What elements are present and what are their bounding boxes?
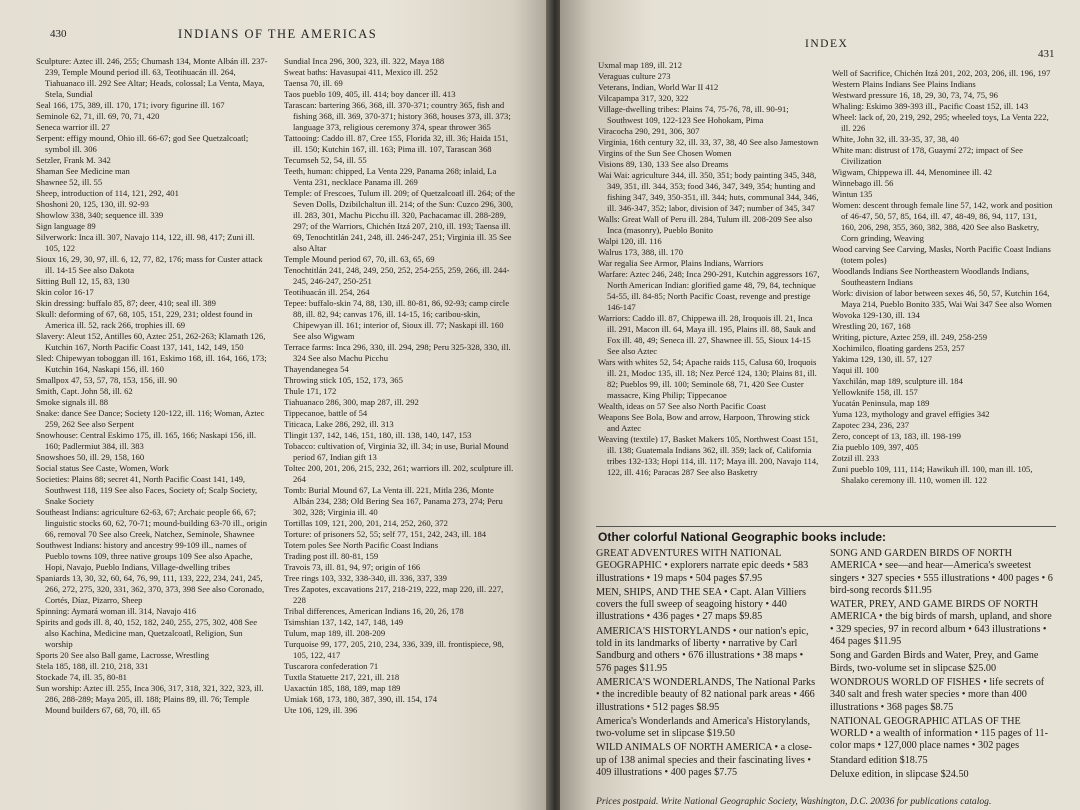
index-entry: Tiahuanaco 286, 300, map 287, ill. 292 (284, 397, 419, 407)
index-entry: Skin color 16-17 (36, 287, 94, 297)
index-entry: Wigwam, Chippewa ill. 44, Menominee ill. 42 (832, 167, 993, 177)
index-entry: Seal 166, 175, 389, ill. 170, 171; ivory figurine ill. 167 (36, 100, 225, 110)
promo-books-right (830, 548, 1054, 783)
index-entry: Visions 89, 130, 133 See also Dreams (598, 159, 729, 169)
index-entry: Smoke signals ill. 88 (36, 397, 109, 407)
index-entry: Thule 171, 172 (284, 386, 337, 396)
index-entry: Tlingit 137, 142, 146, 151, 180, ill. 138, 140, 147, 153 (284, 430, 472, 440)
book-listing: Song and Garden Birds and Water, Prey, and Game Birds, two-volume set in slipcase $25.00 (830, 650, 1039, 674)
book-listing: AMERICA'S WONDERLANDS, The National Parks • the incredible beauty of 82 national park areas • 466 illustrations • 512 pages $8.95 (596, 676, 816, 713)
index-entry: Wood carving See Carving, Masks, North Pacific Coast Indians (totem poles) (832, 244, 1051, 265)
index-entry: Veraguas culture 273 (598, 71, 671, 81)
index-entry: Tree rings 103, 332, 338-340, ill. 336, 337, 339 (284, 573, 447, 583)
index-entry: Thayendanegea 54 (284, 364, 349, 374)
index-entry: Writing, picture, Aztec 259, ill. 249, 258-259 (832, 332, 988, 342)
book-listing: America's Wonderlands and America's Historylands, two-volume set in slipcase $19.50 (596, 715, 811, 740)
index-entry: Yaqui ill. 100 (832, 365, 879, 375)
index-entry: Wintun 135 (832, 189, 873, 199)
index-entry: Societies: Plains 88; secret 41, North Pacific Coast 141, 149, Southwest 118, 119 See also Faces, Society of; Scalp Society, Snake Society (36, 474, 258, 506)
index-entry: Smallpox 47, 53, 57, 78, 153, 156, ill. 90 (36, 375, 178, 385)
index-entry: Viracocha 290, 291, 306, 307 (598, 126, 700, 136)
index-entry: Sioux 16, 29, 30, 97, ill. 6, 12, 77, 82, 176; mass for Custer attack ill. 14-15 See also Dakota (36, 254, 263, 275)
index-entry: Wovoka 129-130, ill. 134 (832, 310, 920, 320)
index-entry: Warfare: Aztec 246, 248; Inca 290-291, Kutchin aggressors 167, North American Indian: glorified game 48, 79, 84, technique 54-55, ill. 84-85; North Pacific Coast, revenge and prestige 146-147 (598, 269, 820, 312)
index-entry: Well of Sacrifice, Chichén Itzá 201, 202, 203, 206, ill. 196, 197 (832, 68, 1051, 78)
index-entry: Work: division of labor between sexes 46, 50, 57, Kutchin 164, Maya 214, Pueblo Bonito 335, Wai Wai 347 See also Women (832, 288, 1052, 309)
index-entry: Virgins of the Sun See Chosen Women (598, 148, 732, 158)
book-listing: SONG AND GARDEN BIRDS OF NORTH AMERICA • see—and hear—America's sweetest singers • 327 species • 555 illustrations • 400 pages • 6 bird-song records $11.95 (830, 548, 1053, 596)
promo-footer: Prices postpaid. Write National Geographic Society, Washington, D.C. 20036 for publications catalog. (596, 796, 992, 807)
index-entry: Seminole 62, 71, ill. 69, 70, 71, 420 (36, 111, 160, 121)
index-entry: Uxmal map 189, ill. 212 (598, 60, 683, 70)
index-entry: Walpi 120, ill. 116 (598, 236, 662, 246)
index-entry: Travois 73, ill. 81, 94, 97; origin of 166 (284, 562, 421, 572)
book-listing: MEN, SHIPS, AND THE SEA • Capt. Alan Villiers covers the full sweep of seagoing history • 440 illustrations • 436 pages • 27 maps $9.85 (596, 586, 807, 623)
index-entry: Taos pueblo 109, 405, ill. 414; boy dancer ill. 413 (284, 89, 456, 99)
index-entry: Zapotec 234, 236, 237 (832, 420, 910, 430)
index-entry: Teeth, human: chipped, La Venta 229, Panama 268; inlaid, La Venta 231, necklace Panama ill. 269 (284, 166, 497, 187)
index-entry: Wrestling 20, 167, 168 (832, 321, 911, 331)
right-page (560, 0, 1080, 810)
index-entry: Woodlands Indians See Northeastern Woodlands Indians, Southeastern Indians (832, 266, 1030, 287)
index-entry: Wars with whites 52, 54; Apache raids 115, Calusa 60, Iroquois ill. 21, Modoc 135, ill. 18; Nez Percé 124, 130; Plains 81, ill. 82; Pueblos 99, ill. 100; Seminole 68, 71, 420 See Custer massacre, King Philip; Tippecanoe (598, 357, 817, 400)
index-entry: Tattooing: Caddo ill. 87, Cree 155, Florida 32, ill. 36; Haida 151, ill. 150; Kutchin 167, ill. 163; Pima ill. 107, Tarascan 368 (284, 133, 509, 154)
index-entry: Xochimilco, floating gardens 253, 257 (832, 343, 965, 353)
index-entry: Skull: deforming of 67, 68, 105, 151, 229, 231; oldest found in America ill. 52, rack 266, trophies ill. 69 (36, 309, 253, 330)
index-entry: Village-dwelling tribes: Plains 74, 75-76, 78, ill. 90-91; Southwest 109, 122-123 See Hohokam, Pima (598, 104, 789, 125)
index-entry: Spirits and gods ill. 8, 40, 152, 182, 240, 255, 275, 302, 408 See also Kachina, Medicine man, Quetzalcoatl, Religion, Sun worship (36, 617, 258, 649)
index-entry: Tenochtitlán 241, 248, 249, 250, 252, 254-255, 259, 266, ill. 244-245, 246-247, 250-251 (284, 265, 510, 286)
index-entry: Tres Zapotes, excavations 217, 218-219, 222, map 220, ill. 227, 228 (284, 584, 504, 605)
index-entry: Sheep, introduction of 114, 121, 292, 401 (36, 188, 179, 198)
index-entry: Snake: dance See Dance; Society 120-122, ill. 116; Woman, Aztec 259, 262 See also Serpent (36, 408, 265, 429)
index-entry: Wealth, ideas on 57 See also North Pacific Coast (598, 401, 767, 411)
index-entry: Tecumseh 52, 54, ill. 55 (284, 155, 367, 165)
index-entry: Snowshoes 50, ill. 29, 158, 160 (36, 452, 145, 462)
book-listing: GREAT ADVENTURES WITH NATIONAL GEOGRAPHIC • explorers narrate epic deeds • 583 illustrations • 19 maps • 504 pages $7.95 (596, 548, 809, 584)
index-entry: Stockade 74, ill. 35, 80-81 (36, 672, 127, 682)
index-entry: Ute 106, 129, ill. 396 (284, 705, 358, 715)
index-entry: War regalia See Armor, Plains Indians, Warriors (598, 258, 764, 268)
index-entry: Turquoise 99, 177, 205, 210, 234, 336, 339, ill. frontispiece, 98, 105, 122, 417 (284, 639, 504, 660)
index-entry: Weapons See Bola, Bow and arrow, Harpoon, Throwing stick and Aztec (598, 412, 810, 433)
index-column-right-2 (832, 68, 1054, 486)
index-entry: Tsimshian 137, 142, 147, 148, 149 (284, 617, 403, 627)
index-entry: Tepee: buffalo-skin 74, 88, 130, ill. 80-81, 86, 92-93; camp circle 88, ill. 82, 94; canvas 176, ill. 14-15, 16; caribou-skin, Chipewyan ill. 161; interior of, Sioux ill. 77; Naskapi ill. 160 See also Wigwam (284, 298, 510, 341)
index-entry: Women: descent through female line 57, 142, work and position of 46-47, 50, 57, 85, 164, ill. 47, 48-49, 86, 94, 117, 131, 160, 206, 298, 355, 360, 382, 388, 420 See also Basketry, Corn grinding, Weaving (832, 200, 1053, 243)
index-entry: Trading post ill. 80-81, 159 (284, 551, 379, 561)
index-entry: Showlow 338, 340; sequence ill. 339 (36, 210, 164, 220)
promo-books-left (596, 548, 816, 781)
index-entry: Totem poles See North Pacific Coast Indians (284, 540, 439, 550)
index-entry: Zuni pueblo 109, 111, 114; Hawikuh ill. 100, man ill. 105, Shalako ceremony ill. 110, women ill. 122 (832, 464, 1033, 485)
index-entry: Tortillas 109, 121, 200, 201, 214, 252, 260, 372 (284, 518, 448, 528)
book-listing: NATIONAL GEOGRAPHIC ATLAS OF THE WORLD • a wealth of information • 115 pages of 11-color maps • 127,000 place names • 302 pages (830, 715, 1048, 752)
book-listing: AMERICA'S HISTORYLANDS • our nation's epic, told in its landmarks of liberty • narrative by Carl Sandburg and others • 676 illustrations • 38 maps • 576 pages $11.95 (596, 625, 809, 674)
index-entry: Serpent: effigy mound, Ohio ill. 66-67; god See Quetzalcoatl; symbol ill. 306 (36, 133, 249, 154)
index-entry: Yucatán Peninsula, map 189 (832, 398, 930, 408)
index-entry: Teotihuacán ill. 254, 264 (284, 287, 370, 297)
index-entry: Western Plains Indians See Plains Indians (832, 79, 976, 89)
book-listing: Deluxe edition, in slipcase $24.50 (830, 769, 969, 781)
index-entry: Tarascan: bartering 366, 368, ill. 370-371; country 365, fish and fishing 368, ill. 369, 370-371; history 368, houses 373, ill. 373; language 373, religious ceremony 374, spear thrower 365 (284, 100, 511, 132)
index-entry: Sundial Inca 296, 300, 323, ill. 322, Maya 188 (284, 56, 445, 66)
index-entry: Temple Mound period 67, 70, ill. 63, 65, 69 (284, 254, 435, 264)
index-entry: Sports 20 See also Ball game, Lacrosse, Wrestling (36, 650, 210, 660)
index-entry: Tippecanoe, battle of 54 (284, 408, 368, 418)
index-entry: Tribal differences, American Indians 16, 20, 26, 178 (284, 606, 464, 616)
running-head-right: INDEX (805, 38, 849, 50)
index-column-right-1 (598, 60, 824, 478)
index-entry: Sweat baths: Havasupai 411, Mexico ill. 252 (284, 67, 438, 77)
index-entry: White man: distrust of 178, Guaymí 272; impact of See Civilization (832, 145, 1023, 166)
index-entry: Shaman See Medicine man (36, 166, 130, 176)
promo-top-rule (596, 526, 1056, 527)
index-entry: Snowhouse: Central Eskimo 175, ill. 165, 166; Naskapi 156, ill. 160; Padlermiut 384, ill. 383 (36, 430, 257, 451)
running-head-left: INDIANS OF THE AMERICAS (178, 27, 378, 41)
index-entry: Stela 185, 188, ill. 210, 218, 331 (36, 661, 149, 671)
book-listing: WILD ANIMALS OF NORTH AMERICA • a close-up of 138 animal species and their fascinating lives • 409 illustrations • 400 pages $7.75 (596, 742, 813, 779)
index-entry: Sun worship: Aztec ill. 255, Inca 306, 317, 318, 321, 322, 323, ill. 286, 288-289; Maya 205, ill. 188; Plains 89, ill. 76; Temple Mound builders 67, 68, 70, ill. 65 (36, 683, 264, 715)
index-entry: Vilcapampa 317, 320, 322 (598, 93, 689, 103)
index-entry: Southwest Indians: history and ancestry 99-109 ill., names of Pueblo towns 109, three native groups 109 See also Apache, Hopi, Navajo, Pueblo Indians, Village-dwelling tribes (36, 540, 253, 572)
index-entry: Zia pueblo 109, 397, 405 (832, 442, 919, 452)
index-entry: Sign language 89 (36, 221, 96, 231)
index-entry: Zotzil ill. 233 (832, 453, 880, 463)
index-entry: Walls: Great Wall of Peru ill. 284, Tulum ill. 208-209 See also Inca (masonry), Pueblo Bonito (598, 214, 813, 235)
index-column-left-1 (36, 56, 270, 716)
index-entry: Winnebago ill. 56 (832, 178, 894, 188)
index-entry: Yaxchilán, map 189, sculpture ill. 184 (832, 376, 963, 386)
index-entry: Social status See Caste, Women, Work (36, 463, 169, 473)
index-entry: Spinning: Aymará woman ill. 314, Navajo 416 (36, 606, 197, 616)
index-entry: Smith, Capt. John 58, ill. 62 (36, 386, 133, 396)
index-entry: Whaling: Eskimo 389-393 ill., Pacific Coast 152, ill. 143 (832, 101, 1029, 111)
index-entry: Warriors: Caddo ill. 87, Chippewa ill. 28, Iroquois ill. 21, Inca ill. 291, Macon ill. 64, Maya ill. 195, Plains ill. 88, Sauk and Fox ill. 48, 49; Seneca ill. 27, Shawnee ill. 55, Sioux 14-15 See also Aztec (598, 313, 816, 356)
book-listing: Standard edition $18.75 (830, 754, 928, 766)
index-entry: Temple: of Frescoes, Tulum ill. 209; of Quetzalcoatl ill. 264; of the Seven Dolls, Dzibilchaltun ill. 214; of the Sun: Cuzco 296, 300, ill. 283, 301, Machu Picchu ill. 320, Pachacamac ill. 288-289, 297; of the Warriors, Chichén Itzá 207, 210, ill. 193; Taensa ill. 69, Tenochtitlán 241, 248, ill. 246-247, 251; Virginia ill. 35 See also Altar (284, 188, 515, 253)
index-entry: Tobacco: cultivation of, Virginia 32, ill. 34; in use, Burial Mound period 67, Indian gift 13 (284, 441, 509, 462)
index-entry: Southeast Indians: agriculture 62-63, 67; Archaic people 66, 67; linguistic stocks 60, 62, 70-71; mound-building 63-70 ill., origin 66, removal 70 See also Creek, Natchez, Seminole, Shawnee (36, 507, 267, 539)
index-entry: Weaving (textile) 17, Basket Makers 105, Northwest Coast 151, ill. 138; Guatemala Indians 362, ill. 359; lack of, California tribes 132-133; Hopi 114, ill. 117; Maya ill. 200, Navajo 114, 122, ill. 416; Paracas 287 See also Basketry (598, 434, 819, 477)
book-listing: WATER, PREY, AND GAME BIRDS OF NORTH AMERICA • the big birds of marsh, upland, and shore • 329 species, 97 in record album • 643 illustrations • 464 pages $11.95 (830, 599, 1052, 648)
index-entry: Torture: of prisoners 52, 55; self 77, 151, 242, 243, ill. 184 (284, 529, 487, 539)
page-number-right: 431 (1038, 48, 1055, 60)
index-entry: Sled: Chipewyan toboggan ill. 161, Eskimo 168, ill. 164, 166, 173; Kutchin 164, Naskapi 156, ill. 160 (36, 353, 267, 374)
index-entry: Sitting Bull 12, 15, 83, 130 (36, 276, 130, 286)
index-entry: Wheel: lack of, 20, 219, 292, 295; wheeled toys, La Venta 222, ill. 226 (832, 112, 1049, 133)
index-entry: Yakima 129, 130, ill. 57, 127 (832, 354, 933, 364)
index-entry: Tuxtla Statuette 217, 221, ill. 218 (284, 672, 400, 682)
index-entry: Yuma 123, mythology and gravel effigies 342 (832, 409, 990, 419)
index-entry: Tulum, map 189, ill. 208-209 (284, 628, 386, 638)
index-entry: Spaniards 13, 30, 32, 60, 64, 76, 99, 111, 133, 222, 234, 241, 245, 266, 272, 275, 320, 331, 362, 370, 373, 398 See also Coronado, Cortés, Díaz, Pizarro, Sheep (36, 573, 265, 605)
index-entry: White, John 32, ill. 33-35, 37, 38, 40 (832, 134, 959, 144)
index-entry: Tuscarora confederation 71 (284, 661, 379, 671)
index-entry: Walrus 173, 388, ill. 170 (598, 247, 684, 257)
index-entry: Umiak 168, 173, 180, 387, 390, ill. 154, 174 (284, 694, 438, 704)
index-entry: Taensa 70, ill. 69 (284, 78, 343, 88)
index-entry: Tomb: Burial Mound 67, La Venta ill. 221, Mitla 236, Monte Albán 234, 238; Old Bering Sea 167, Panama 273, 274; Peru 302, 328; Virginia ill. 40 (284, 485, 503, 517)
index-entry: Yellowknife 158, ill. 157 (832, 387, 918, 397)
index-entry: Setzler, Frank M. 342 (36, 155, 111, 165)
index-entry: Skin dressing: buffalo 85, 87; deer, 410; seal ill. 389 (36, 298, 216, 308)
index-entry: Toltec 200, 201, 206, 215, 232, 261; warriors ill. 202, sculpture ill. 264 (284, 463, 514, 484)
page-number-left: 430 (50, 28, 67, 40)
index-entry: Terrace farms: Inca 296, 330, ill. 294, 298; Peru 325-328, 330, ill. 324 See also Machu Picchu (284, 342, 511, 363)
index-entry: Shawnee 52, ill. 55 (36, 177, 103, 187)
promo-heading: Other colorful National Geographic books include: (598, 530, 887, 544)
index-entry: Zero, concept of 13, 183, ill. 198-199 (832, 431, 961, 441)
index-entry: Throwing stick 105, 152, 173, 365 (284, 375, 403, 385)
index-entry: Seneca warrior ill. 27 (36, 122, 110, 132)
index-entry: Virginia, 16th century 32, ill. 33, 37, 38, 40 See also Jamestown (598, 137, 819, 147)
index-entry: Sculpture: Aztec ill. 246, 255; Chumash 134, Monte Albán ill. 237-239, Temple Mound period ill. 63, Teotihuacán ill. 264, Tiahuanaco ill. 292 See Altar; Heads, colossal; La Venta, Maya, Stela, Sundial (36, 56, 268, 99)
book-listing: WONDROUS WORLD OF FISHES • life secrets of 340 salt and fresh water species • more than 400 illustrations • 368 pages $8.75 (830, 676, 1045, 713)
index-entry: Westward pressure 16, 18, 29, 30, 73, 74, 75, 96 (832, 90, 998, 100)
index-entry: Slavery: Aleut 152, Antilles 60, Aztec 251, 262-263; Klamath 126, Kutchin 167, North Pacific Coast 137, 141, 142, 149, 150 (36, 331, 266, 352)
index-entry: Silverwork: Inca ill. 307, Navajo 114, 122, ill. 98, 417; Zuni ill. 105, 122 (36, 232, 255, 253)
index-entry: Veterans, Indian, World War II 412 (598, 82, 719, 92)
index-entry: Shoshoni 20, 125, 130, ill. 92-93 (36, 199, 149, 209)
index-entry: Wai Wai: agriculture 344, ill. 350, 351; body painting 345, 348, 349, 351, ill. 344, 353; food 346, 347, 349, 354; hunting and fishing 347, 349, 350-351, ill. 344; huts, communal 344, 346, ill. 346-347, 352; labor, division of 347; number of 345, 347 (598, 170, 819, 213)
index-entry: Uaxactún 185, 188, 189, map 189 (284, 683, 401, 693)
index-column-left-2 (284, 56, 516, 716)
index-entry: Titicaca, Lake 286, 292, ill. 313 (284, 419, 394, 429)
